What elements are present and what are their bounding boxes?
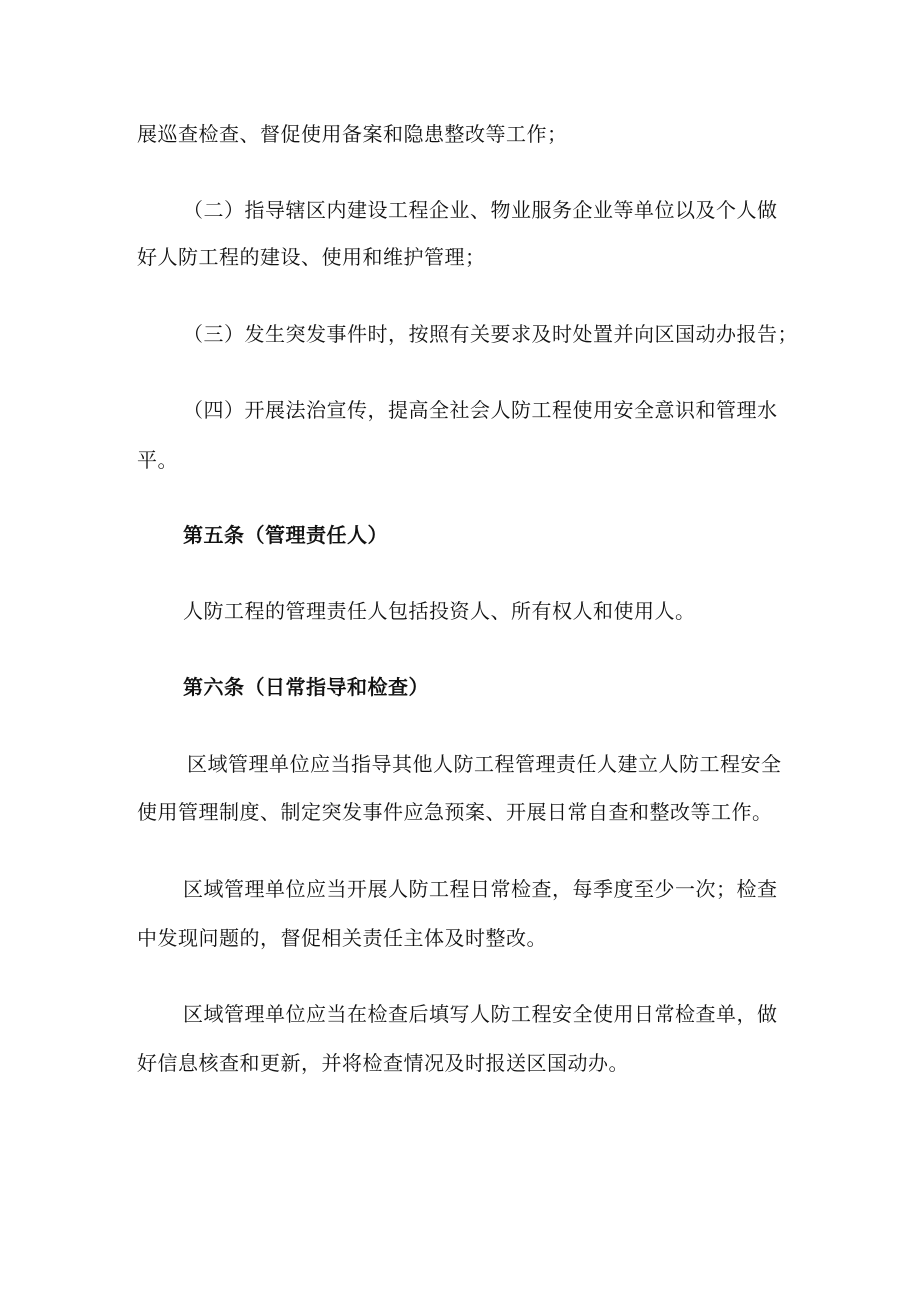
- paragraph-line: （三）发生突发事件时，按照有关要求及时处置并向区国动办报告；: [183, 322, 798, 346]
- paragraph-line: （四）开展法治宣传，提高全社会人防工程使用安全意识和管理水: [183, 398, 778, 422]
- paragraph-line: 中发现问题的，督促相关责任主体及时整改。: [137, 926, 547, 950]
- article-heading: 第六条（日常指导和检查）: [183, 675, 429, 699]
- paragraph-line: 平。: [137, 448, 178, 472]
- paragraph-line: 区域管理单位应当指导其他人防工程管理责任人建立人防工程安全: [187, 752, 782, 776]
- paragraph-line: 人防工程的管理责任人包括投资人、所有权人和使用人。: [183, 599, 696, 623]
- paragraph-line: （二）指导辖区内建设工程企业、物业服务企业等单位以及个人做: [183, 198, 778, 222]
- paragraph-line: 区域管理单位应当在检查后填写人防工程安全使用日常检查单，做: [183, 1002, 778, 1026]
- paragraph-line: 好信息核查和更新，并将检查情况及时报送区国动办。: [137, 1051, 629, 1075]
- paragraph-line: 好人防工程的建设、使用和维护管理；: [137, 245, 486, 269]
- paragraph-line: 展巡查检查、督促使用备案和隐患整改等工作；: [137, 122, 568, 146]
- paragraph-line: 区域管理单位应当开展人防工程日常检查，每季度至少一次；检查: [183, 877, 778, 901]
- article-heading: 第五条（管理责任人）: [183, 523, 388, 547]
- paragraph-line: 使用管理制度、制定突发事件应急预案、开展日常自查和整改等工作。: [137, 800, 773, 824]
